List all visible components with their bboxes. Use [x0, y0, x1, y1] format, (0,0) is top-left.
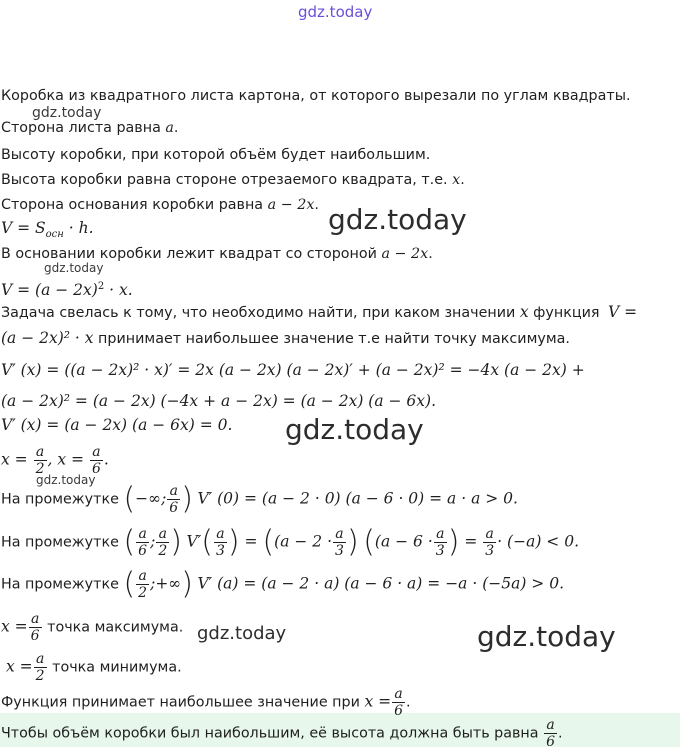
math-expr: V =: [608, 303, 638, 321]
punct: ;: [150, 532, 156, 551]
denominator: 6: [138, 543, 148, 559]
math-var: x: [519, 303, 529, 321]
paren-close: ): [181, 481, 193, 517]
math-expr: V′ (x) = ((a − 2x)² · x)′ = 2x (a − 2x) (a − 2x)′ + (a − 2x)² = −4x (a − 2x) +: [1, 361, 585, 379]
denominator: 3: [435, 543, 445, 559]
fraction: [29, 612, 42, 643]
watermark: gdz.today: [44, 261, 104, 275]
denominator: 6: [169, 500, 179, 516]
answer-line: [1, 718, 563, 749]
fraction: [483, 527, 496, 558]
fraction: [544, 718, 557, 749]
denominator: 2: [138, 585, 148, 601]
numerator: a: [34, 445, 47, 461]
denominator: 2: [158, 543, 168, 559]
math-var: a: [165, 120, 174, 136]
line-text: На промежутке: [1, 491, 124, 508]
paren-open: (: [262, 524, 275, 560]
paren-open: (: [123, 566, 136, 602]
fraction: [156, 527, 169, 558]
numerator: a: [29, 612, 42, 628]
line-text: Коробка из квадратного листа картона, от которого вырезали по углам квадраты.: [1, 88, 631, 104]
math-expr: =: [459, 532, 483, 551]
numerator: a: [214, 527, 227, 543]
math-expr: · (−a): [497, 532, 542, 551]
fraction: [333, 527, 346, 558]
math-expr: x =: [1, 617, 28, 636]
paren-close: ): [227, 524, 240, 560]
math-expr: V′ (0) = (a − 2 · 0) (a − 6 · 0) = a · a > 0.: [197, 489, 518, 508]
line-text: Сторона основания коробки равна: [1, 197, 268, 213]
numerator: a: [136, 569, 149, 585]
paren-open: (: [363, 524, 375, 560]
line-text: Высота коробки равна стороне отрезаемого квадрата, т.е.: [1, 172, 453, 188]
math-expr: V = S: [1, 219, 46, 237]
watermark: gdz.today: [285, 413, 424, 446]
text-line: [6, 652, 182, 683]
math-expr: (a − 2x)² = (a − 2x) (−4x + a − 2x) = (a − 2x) (a − 6x).: [1, 392, 437, 410]
text-line: [1, 118, 178, 138]
text-line: [1, 170, 465, 190]
denominator: 6: [394, 703, 404, 719]
math-expr: V′ (a) = (a − 2 · a) (a − 6 · a) = −a · (−5a) > 0.: [197, 574, 565, 593]
math-exp: 2: [97, 281, 105, 292]
punct: .: [460, 172, 465, 188]
punct: .: [173, 120, 179, 136]
line-text: Функция принимает наибольшее значение при: [1, 694, 365, 711]
numerator: a: [156, 527, 169, 543]
math-line: [1, 360, 585, 380]
math-expr: < 0.: [541, 532, 580, 551]
watermark: gdz.today: [197, 623, 287, 644]
text-line: [1, 145, 430, 165]
math-expr: (a − 2x)² · x: [1, 329, 94, 347]
numerator: a: [544, 718, 557, 734]
line-text: функция: [528, 305, 605, 321]
line-text: точка максимума.: [42, 619, 184, 636]
math-expr: · h.: [63, 219, 94, 237]
math-line: [1, 277, 133, 300]
watermark: gdz.today: [477, 620, 616, 653]
math-expr: V = (a − 2x): [1, 281, 98, 300]
denominator: 3: [335, 543, 344, 559]
watermark-top: gdz.today: [298, 3, 373, 21]
text-line: [1, 195, 319, 215]
line-text: На промежутке: [1, 534, 124, 551]
math-expr: x =: [364, 692, 392, 711]
line-text: Высоту коробки, при которой объём будет наибольшим.: [1, 147, 431, 163]
line-text: Сторона листа равна: [1, 120, 166, 136]
fraction: [167, 484, 180, 515]
paren-close: ): [170, 524, 182, 560]
denominator: 2: [35, 461, 45, 477]
math-expr: , x =: [47, 450, 85, 469]
line-text: В основании коробки лежит квадрат со стороной: [1, 246, 382, 262]
fraction: [434, 527, 447, 558]
math-expr: a − 2x: [267, 197, 315, 213]
denominator: 6: [30, 628, 40, 644]
math-expr: (a − 2 ·: [274, 532, 333, 551]
text-line: [1, 524, 580, 560]
text-line: [1, 244, 433, 264]
paren-open: (: [201, 524, 213, 560]
denominator: 3: [485, 543, 495, 559]
numerator: a: [167, 484, 180, 500]
math-expr: V′ (x) = (a − 2x) (a − 6x) = 0.: [1, 416, 233, 434]
punct: .: [103, 450, 109, 469]
paren-open: (: [123, 481, 136, 517]
math-expr: a − 2x: [381, 246, 429, 262]
text-line: [1, 481, 518, 517]
math-expr: · x.: [104, 281, 133, 300]
line-text: точка минимума.: [47, 659, 182, 676]
math-line: [1, 218, 94, 245]
text-line: [1, 328, 570, 349]
text-line: [1, 86, 631, 106]
numerator: a: [136, 527, 149, 543]
numerator: a: [90, 445, 103, 461]
line-text: На промежутке: [1, 576, 124, 593]
paren-close: ): [346, 524, 359, 560]
line-text: Задача свелась к тому, что необходимо найти, при каком значении: [1, 305, 520, 321]
punct: .: [406, 694, 411, 711]
fraction: [90, 445, 103, 476]
math-expr: x =: [6, 657, 33, 676]
text-line: [1, 302, 637, 323]
denominator: 6: [546, 734, 556, 750]
math-line: [1, 391, 436, 411]
punct: .: [314, 197, 319, 213]
paren-close: ): [181, 566, 193, 602]
line-text: принимает наибольшее значение т.е найти точку максимума.: [93, 331, 570, 347]
line-text: Чтобы объём коробки был наибольшим, её высота должна быть равна: [1, 725, 544, 742]
text-line: [1, 566, 565, 602]
fraction: [214, 527, 227, 558]
paren-open: (: [123, 524, 136, 560]
text-line: [1, 612, 183, 643]
math-line: [1, 415, 232, 435]
numerator: a: [333, 527, 346, 543]
numerator: a: [434, 527, 447, 543]
math-var: x: [452, 172, 461, 188]
math-expr: −∞;: [135, 489, 167, 508]
denominator: 3: [215, 543, 225, 559]
text-line: [1, 687, 411, 718]
watermark: gdz.today: [36, 473, 96, 487]
numerator: a: [483, 527, 496, 543]
math-line: [1, 445, 109, 476]
fraction: [34, 652, 47, 683]
math-expr: x =: [1, 450, 28, 469]
math-expr: (a − 6 ·: [374, 532, 433, 551]
denominator: 2: [35, 668, 45, 684]
numerator: a: [34, 652, 47, 668]
fraction: [34, 445, 47, 476]
denominator: 6: [91, 461, 101, 477]
paren-close: ): [447, 524, 460, 560]
math-expr: =: [239, 532, 263, 551]
fraction: [392, 687, 405, 718]
math-expr: V′: [186, 532, 202, 551]
punct: .: [428, 246, 433, 262]
watermark: gdz.today: [328, 203, 467, 236]
watermark: gdz.today: [32, 105, 102, 121]
fraction: [136, 569, 149, 600]
punct: .: [558, 725, 563, 742]
numerator: a: [392, 687, 405, 703]
fraction: [136, 527, 149, 558]
math-expr: ;+∞: [150, 574, 182, 593]
math-sub: осн: [45, 229, 64, 241]
